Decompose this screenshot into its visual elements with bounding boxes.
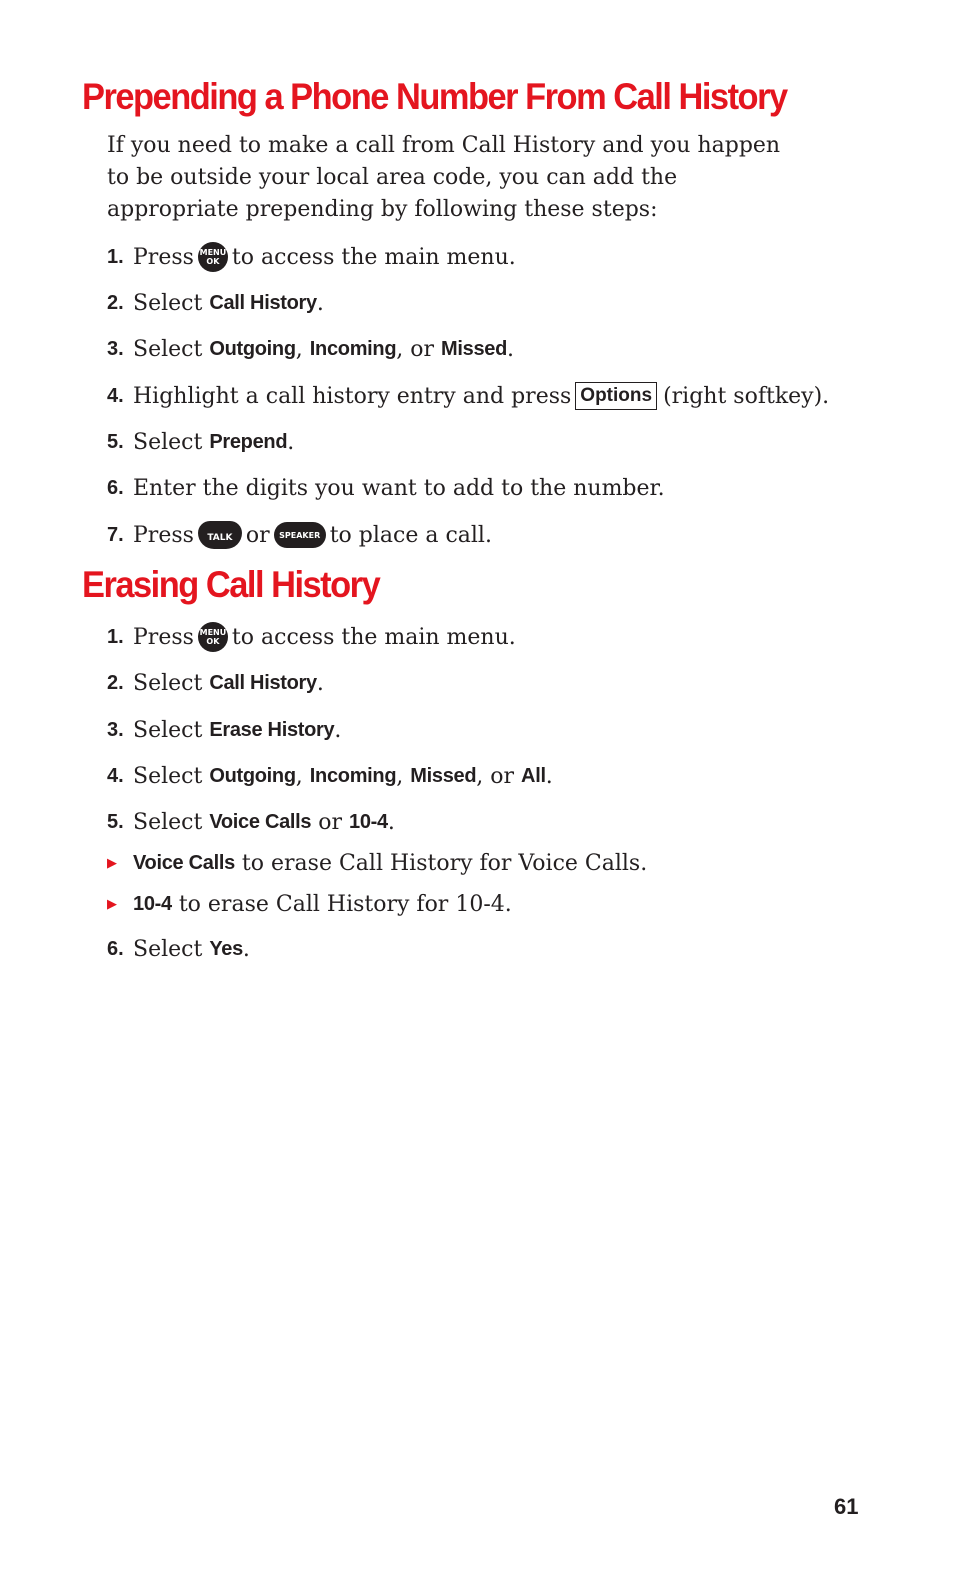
menu-option: Erase History [209,718,335,741]
punctuation: . [242,936,250,962]
punctuation: . [287,429,295,455]
step-number: 4. [107,764,124,787]
step-3 [107,332,514,366]
step-1 [107,240,516,274]
menu-option: Missed [410,764,477,787]
punctuation: . [507,336,515,362]
punctuation: . [316,290,324,316]
step-number: 7. [107,523,124,546]
menu-option: Incoming [309,764,397,787]
step-number: 6. [107,476,124,499]
step-number: 5. [107,810,124,833]
step-number: 3. [107,718,124,741]
punctuation: . [545,763,553,789]
section-title-prepending: Prepending a Phone Number From Call History [82,76,787,117]
step-text: or [245,522,270,548]
bullet-text: to erase Call History for 10-4. [171,891,512,917]
menu-option: 10-4 [133,892,172,915]
step-number: 6. [107,937,124,960]
menu-option: 10-4 [349,810,388,833]
section-title-erasing: Erasing Call History [82,564,380,605]
bullet-arrow-icon: ▶ [107,855,117,871]
step-number: 1. [107,245,124,268]
menu-option: Voice Calls [209,810,312,833]
menu-option: Missed [441,337,508,360]
punctuation: . [316,670,324,696]
separator: , [396,763,411,789]
step-1 [107,620,516,654]
menu-option: Outgoing [209,337,296,360]
step-text: to place a call. [329,522,492,548]
punctuation: . [334,717,342,743]
speaker-key-icon: SPEAKER [274,522,326,548]
step-text: Select [133,670,203,696]
step-4 [107,379,829,413]
menu-ok-key-icon: MENU OK [198,622,228,652]
step-2 [107,666,324,700]
talk-key-icon: TALK [198,521,242,549]
step-6 [107,471,665,505]
step-number: 2. [107,291,124,314]
step-number: 1. [107,625,124,648]
options-softkey: Options [575,382,657,410]
step-text: Highlight a call history entry and press [133,383,572,409]
step-4 [107,759,553,793]
step-number: 4. [107,384,124,407]
step-number: 5. [107,430,124,453]
bullet-text: to erase Call History for Voice Calls. [234,850,648,876]
step-text: Press [133,522,194,548]
punctuation: . [387,809,395,835]
menu-option: Call History [209,671,317,694]
step-number: 3. [107,337,124,360]
menu-option: Prepend [209,430,288,453]
step-text: Select [133,429,203,455]
step-2 [107,286,324,320]
separator: , or [396,336,442,362]
separator: or [311,809,349,835]
menu-option: Voice Calls [133,851,235,874]
step-text: to access the main menu. [231,624,516,650]
menu-ok-key-icon: MENU OK [198,242,228,272]
intro-paragraph: If you need to make a call from Call History and you happen to be outside your local area code, you can add the appropriate prepending by following these steps: [107,133,781,222]
step-3 [107,713,341,747]
step-text: (right softkey). [663,383,830,409]
step-text: Press [133,624,194,650]
step-number: 2. [107,671,124,694]
step-text: Select [133,936,203,962]
step-text: Enter the digits you want to add to the number. [133,475,665,501]
step-text: Select [133,809,203,835]
step-text: Select [133,336,203,362]
separator: , [295,763,310,789]
step-text: Select [133,763,203,789]
step-6 [107,932,250,966]
step-5 [107,425,294,459]
bullet-item [107,887,512,921]
bullet-arrow-icon: ▶ [107,896,117,912]
step-text: Select [133,717,203,743]
step-text: Press [133,244,194,270]
bullet-item [107,846,647,880]
menu-option: All [521,764,546,787]
step-7 [107,518,492,552]
menu-option: Call History [209,291,317,314]
step-5 [107,805,395,839]
menu-option: Outgoing [209,764,296,787]
step-text: Select [133,290,203,316]
separator: , [295,336,310,362]
step-text: to access the main menu. [231,244,516,270]
menu-option: Yes [209,937,243,960]
page-number: 61 [834,1494,859,1519]
separator: , or [476,763,522,789]
menu-option: Incoming [309,337,397,360]
